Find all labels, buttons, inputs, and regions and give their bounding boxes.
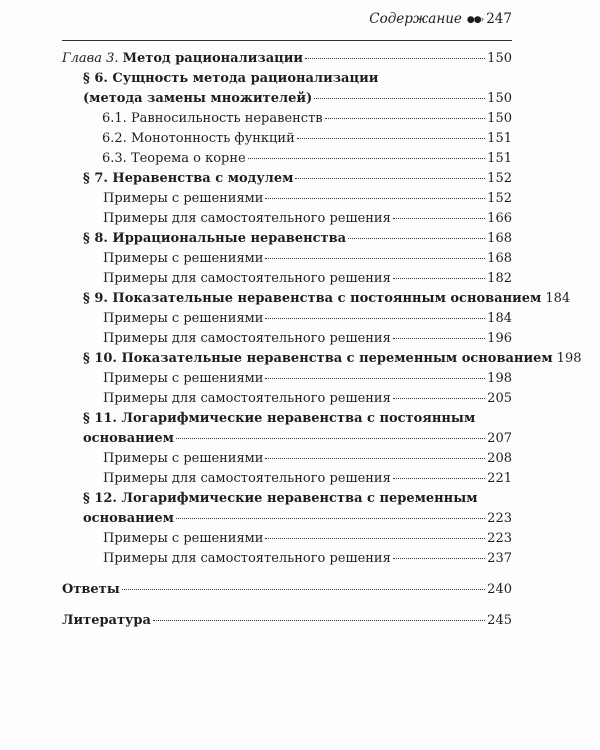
leader-dots: [314, 98, 485, 99]
page-number: 150: [487, 51, 512, 66]
page-number: 184: [487, 311, 512, 326]
toc-entry-section-6[interactable]: [62, 69, 512, 109]
leader-dots: [153, 620, 485, 621]
leader-dots: [176, 438, 485, 439]
entry-title: Примеры с решениями: [103, 371, 264, 386]
toc-entry-section-12-examples[interactable]: [62, 529, 512, 549]
toc-entry-6-3[interactable]: [62, 149, 512, 169]
page-number: 152: [487, 171, 512, 186]
leader-dots: [265, 258, 485, 259]
leader-dots: [393, 398, 485, 399]
entry-title: Примеры с решениями: [103, 251, 264, 266]
entry-title: Примеры для самостоятельного решения: [103, 471, 391, 486]
page-number: 237: [487, 551, 512, 566]
toc-entry-chapter-3[interactable]: [62, 49, 512, 69]
entry-title-line1: § 11. Логарифмические неравенства с постоянным: [83, 411, 476, 426]
toc-entry-section-11-examples[interactable]: [62, 449, 512, 469]
toc-entry-6-2[interactable]: [62, 129, 512, 149]
entry-title: Примеры для самостоятельного решения: [103, 551, 391, 566]
toc-entry-answers[interactable]: [62, 580, 512, 600]
toc-entry-section-8-self[interactable]: [62, 269, 512, 289]
leader-dots: [393, 558, 485, 559]
header-ornament: ●●›: [466, 15, 484, 25]
toc-entry-literature[interactable]: [62, 611, 512, 631]
entry-title: Литература: [62, 613, 151, 628]
page-number: 223: [487, 531, 512, 546]
toc-entry-section-9[interactable]: [62, 289, 571, 309]
leader-dots: [265, 318, 485, 319]
page-number: 150: [487, 111, 512, 126]
page-number: 208: [487, 451, 512, 466]
leader-dots: [297, 138, 485, 139]
entry-title: 6.1. Равносильность неравенств: [102, 111, 323, 126]
toc-entry-section-10-examples[interactable]: [62, 369, 512, 389]
page-number: 196: [487, 331, 512, 346]
page-number: 221: [487, 471, 512, 486]
leader-dots: [393, 218, 485, 219]
entry-title: § 10. Показательные неравенства с переменным основанием: [83, 351, 553, 366]
page-number: 152: [487, 191, 512, 206]
chapter-prefix: Глава 3.: [62, 51, 119, 66]
leader-dots: [393, 338, 485, 339]
header-page-number: 247: [486, 11, 512, 27]
leader-dots: [393, 278, 485, 279]
page-number: 223: [487, 511, 512, 526]
entry-title: § 9. Показательные неравенства с постоянным основанием: [83, 291, 542, 306]
entry-title: Примеры с решениями: [103, 311, 264, 326]
toc-entry-section-11-self[interactable]: [62, 469, 512, 489]
entry-title: Примеры для самостоятельного решения: [103, 271, 391, 286]
entry-title-line2: основанием: [83, 511, 174, 526]
leader-dots: [248, 158, 485, 159]
page-number: 207: [487, 431, 512, 446]
leader-dots: [265, 198, 485, 199]
entry-title: Примеры для самостоятельного решения: [103, 331, 391, 346]
entry-title: Примеры с решениями: [103, 531, 264, 546]
entry-title: Примеры с решениями: [103, 451, 264, 466]
entry-title: Примеры с решениями: [103, 191, 264, 206]
entry-title-line1: § 12. Логарифмические неравенства с переменным: [83, 491, 478, 506]
toc-entry-section-8-examples[interactable]: [62, 249, 512, 269]
entry-title: Примеры для самостоятельного решения: [103, 211, 391, 226]
leader-dots: [265, 458, 485, 459]
header-rule: [62, 40, 512, 41]
toc-entry-6-1[interactable]: [62, 109, 512, 129]
toc-entry-section-7-self[interactable]: [62, 209, 512, 229]
toc-entry-section-10-self[interactable]: [62, 389, 512, 409]
page-number: 240: [487, 582, 512, 597]
header-section-title: Содержание: [369, 11, 462, 27]
toc-entry-section-8[interactable]: [62, 229, 512, 249]
leader-dots: [176, 518, 485, 519]
page-number: 168: [487, 251, 512, 266]
leader-dots: [265, 378, 485, 379]
running-header: [62, 11, 512, 27]
page-number: 182: [487, 271, 512, 286]
page-number: 168: [487, 231, 512, 246]
entry-title-line1: § 6. Сущность метода рационализации: [83, 71, 379, 86]
leader-dots: [393, 478, 485, 479]
entry-title: Ответы: [62, 582, 120, 597]
leader-dots: [122, 589, 485, 590]
entry-title: Примеры для самостоятельного решения: [103, 391, 391, 406]
toc-entry-section-12-self[interactable]: [62, 549, 512, 569]
page-number: 166: [487, 211, 512, 226]
entry-title: § 7. Неравенства с модулем: [83, 171, 294, 186]
toc-entry-section-11[interactable]: [62, 409, 512, 449]
page-number: 198: [556, 351, 582, 366]
leader-dots: [265, 538, 485, 539]
toc-entry-section-7[interactable]: [62, 169, 512, 189]
toc-entry-section-9-examples[interactable]: [62, 309, 512, 329]
toc-entry-section-12[interactable]: [62, 489, 512, 529]
leader-dots: [325, 118, 486, 119]
leader-dots: [305, 58, 485, 59]
page-number: 151: [487, 131, 512, 146]
entry-title-line2: (метода замены множителей): [83, 91, 313, 106]
chapter-title: Метод рационализации: [122, 51, 304, 66]
page-number: 151: [487, 151, 512, 166]
page-number: 198: [487, 371, 512, 386]
entry-title: § 8. Иррациональные неравенства: [83, 231, 347, 246]
page-number: 184: [545, 291, 571, 306]
page-number: 245: [487, 613, 512, 628]
entry-title: 6.2. Монотонность функций: [102, 131, 295, 146]
leader-dots: [295, 178, 485, 179]
toc-entry-section-10[interactable]: [62, 349, 582, 369]
page-number: 150: [487, 91, 512, 106]
leader-dots: [348, 238, 485, 239]
page-number: 205: [487, 391, 512, 406]
table-of-contents: [62, 49, 582, 631]
entry-title: 6.3. Теорема о корне: [102, 151, 246, 166]
toc-entry-section-9-self[interactable]: [62, 329, 512, 349]
entry-title-line2: основанием: [83, 431, 174, 446]
toc-entry-section-7-examples[interactable]: [62, 189, 512, 209]
